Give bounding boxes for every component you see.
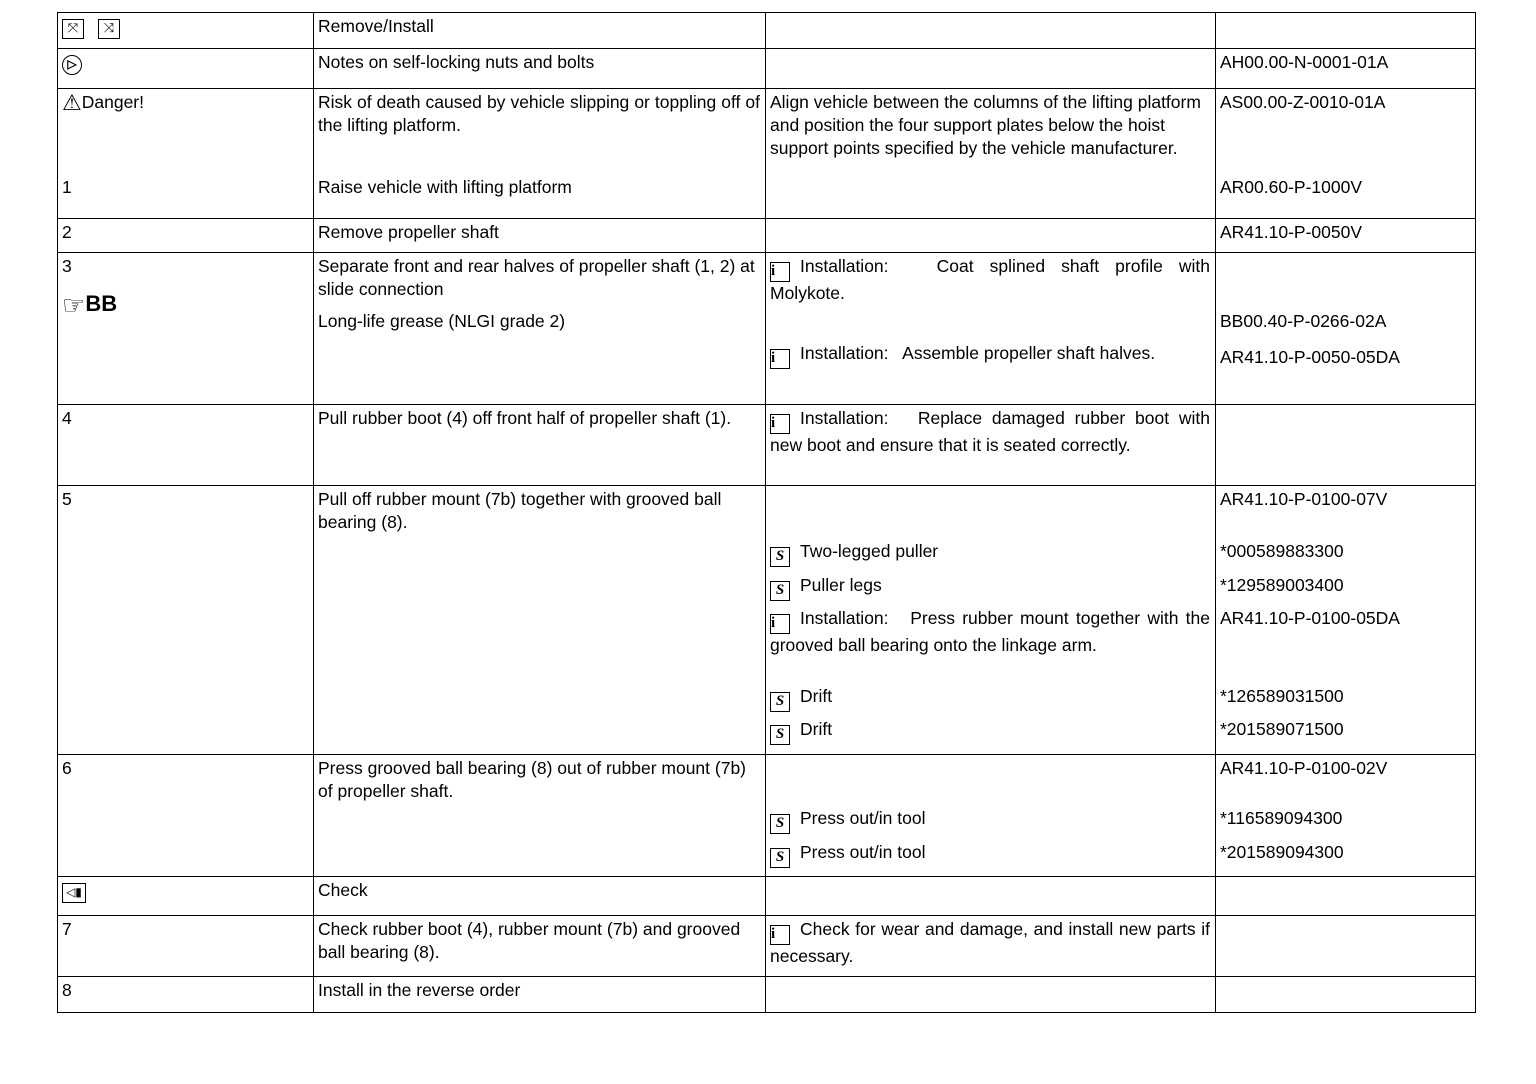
tool-name: Press out/in tool bbox=[800, 808, 926, 828]
cell-note bbox=[766, 89, 1216, 219]
cell-ref bbox=[1216, 916, 1476, 977]
tool-name: Drift bbox=[800, 719, 833, 739]
tool-name: Two-legged puller bbox=[800, 541, 939, 561]
cell-step bbox=[314, 253, 766, 405]
cell-number: 8 bbox=[58, 977, 314, 1013]
cell-ref bbox=[1216, 486, 1476, 755]
cell-icons bbox=[58, 877, 314, 916]
special-tool-icon: S bbox=[770, 692, 790, 712]
cell-note bbox=[766, 977, 1216, 1013]
pointing-hand-icon: ☞ bbox=[62, 290, 86, 320]
step-text: Raise vehicle with lifting platform bbox=[318, 177, 572, 197]
cell-icons bbox=[58, 89, 314, 219]
table-row bbox=[58, 89, 1476, 219]
remove-icon: ⤧ bbox=[62, 19, 84, 39]
ref-text: BB00.40-P-0266-02A bbox=[1220, 311, 1387, 331]
cell-note bbox=[766, 755, 1216, 877]
cell-ref bbox=[1216, 877, 1476, 916]
cell-note bbox=[766, 13, 1216, 49]
table-row bbox=[58, 877, 1476, 916]
table-row bbox=[58, 486, 1476, 755]
tool-number: *000589883300 bbox=[1220, 541, 1344, 561]
cell-step bbox=[314, 89, 766, 219]
note-text: Coat splined shaft profile with Molykote. bbox=[770, 256, 1210, 303]
cell-step: Pull off rubber mount (7b) together with grooved ball bearing (8). bbox=[314, 486, 766, 755]
tool-number: *116589094300 bbox=[1220, 808, 1343, 828]
cell-number: 5 bbox=[58, 486, 314, 755]
step-text: Long-life grease (NLGI grade 2) bbox=[318, 311, 566, 331]
tool-name: Drift bbox=[800, 686, 833, 706]
install-icon: ⤨ bbox=[98, 19, 120, 39]
table-row bbox=[58, 13, 1476, 49]
info-icon: i bbox=[770, 614, 790, 634]
procedure-table bbox=[57, 12, 1476, 1013]
cell-note bbox=[766, 49, 1216, 89]
cell-ref bbox=[1216, 253, 1476, 405]
cell-note bbox=[766, 877, 1216, 916]
danger-text: Risk of death caused by vehicle slipping or toppling off of the lifting platform. bbox=[318, 92, 760, 135]
cell-number: 4 bbox=[58, 405, 314, 486]
cell-note bbox=[766, 219, 1216, 253]
cell-step: Press grooved ball bearing (8) out of rubber mount (7b) of propeller shaft. bbox=[314, 755, 766, 877]
info-icon: i bbox=[770, 349, 790, 369]
table-row bbox=[58, 405, 1476, 486]
special-tool-icon: S bbox=[770, 848, 790, 868]
note-text: Align vehicle between the columns of the lifting platform and position the four support plates below the hoist support points specified by the vehicle manufacturer. bbox=[770, 92, 1201, 158]
ref-text: AR41.10-P-0050-05DA bbox=[1220, 347, 1400, 367]
special-tool-icon: S bbox=[770, 581, 790, 601]
table-row bbox=[58, 253, 1476, 405]
cell-ref: AR41.10-P-0050V bbox=[1216, 219, 1476, 253]
cell-note bbox=[766, 486, 1216, 755]
info-icon: i bbox=[770, 925, 790, 945]
cell-ref bbox=[1216, 405, 1476, 486]
ref-text: AS00.00-Z-0010-01A bbox=[1220, 92, 1386, 112]
tool-number: *201589094300 bbox=[1220, 842, 1344, 862]
table-row bbox=[58, 219, 1476, 253]
note-text: Press rubber mount together with the grooved ball bearing onto the linkage arm. bbox=[770, 608, 1210, 655]
cell-note bbox=[766, 253, 1216, 405]
cell-number: 6 bbox=[58, 755, 314, 877]
cell-ref bbox=[1216, 977, 1476, 1013]
cell-step: Notes on self-locking nuts and bolts bbox=[314, 49, 766, 89]
cell-note bbox=[766, 405, 1216, 486]
cell-step: Check rubber boot (4), rubber mount (7b) and grooved ball bearing (8). bbox=[314, 916, 766, 977]
table-row bbox=[58, 755, 1476, 877]
cell-note bbox=[766, 916, 1216, 977]
cell-ref bbox=[1216, 755, 1476, 877]
cell-ref bbox=[1216, 13, 1476, 49]
cell-number bbox=[58, 253, 314, 405]
cell-step: Pull rubber boot (4) off front half of propeller shaft (1). bbox=[314, 405, 766, 486]
cell-step: Remove propeller shaft bbox=[314, 219, 766, 253]
cell-number: 7 bbox=[58, 916, 314, 977]
ref-text: AR41.10-P-0100-05DA bbox=[1220, 608, 1400, 628]
table-row bbox=[58, 977, 1476, 1013]
installation-label: Installation: bbox=[800, 408, 889, 428]
ref-text: AR41.10-P-0100-02V bbox=[1220, 758, 1388, 778]
installation-label: Installation: bbox=[800, 343, 889, 363]
self-locking-nut-icon: ▷ bbox=[62, 55, 82, 75]
step-number: 1 bbox=[62, 177, 72, 197]
special-tool-icon: S bbox=[770, 814, 790, 834]
bb-label: BB bbox=[85, 291, 118, 316]
note-text: Check for wear and damage, and install new parts if necessary. bbox=[770, 919, 1210, 966]
cell-icons bbox=[58, 13, 314, 49]
step-number: 3 bbox=[62, 256, 72, 276]
tool-name: Press out/in tool bbox=[800, 842, 926, 862]
check-icon: ◁▮ bbox=[62, 883, 86, 903]
cell-ref bbox=[1216, 89, 1476, 219]
table-row bbox=[58, 49, 1476, 89]
note-text: Assemble propeller shaft halves. bbox=[902, 343, 1156, 363]
tool-number: *126589031500 bbox=[1220, 686, 1344, 706]
cell-step: Remove/Install bbox=[314, 13, 766, 49]
cell-ref: AH00.00-N-0001-01A bbox=[1216, 49, 1476, 89]
danger-label: Danger! bbox=[81, 92, 144, 112]
special-tool-icon: S bbox=[770, 725, 790, 745]
tool-number: *201589071500 bbox=[1220, 719, 1344, 739]
warning-triangle-icon: ⚠ bbox=[62, 90, 82, 115]
tool-number: *129589003400 bbox=[1220, 575, 1344, 595]
cell-icons bbox=[58, 49, 314, 89]
note-text: Replace damaged rubber boot with new boot and ensure that it is seated correctly. bbox=[770, 408, 1210, 455]
ref-text: AR41.10-P-0100-07V bbox=[1220, 489, 1388, 509]
installation-label: Installation: bbox=[800, 608, 889, 628]
info-icon: i bbox=[770, 262, 790, 282]
table-row bbox=[58, 916, 1476, 977]
special-tool-icon: S bbox=[770, 547, 790, 567]
info-icon: i bbox=[770, 414, 790, 434]
tool-name: Puller legs bbox=[800, 575, 882, 595]
cell-number: 2 bbox=[58, 219, 314, 253]
installation-label: Installation: bbox=[800, 256, 889, 276]
ref-text: AR00.60-P-1000V bbox=[1220, 177, 1363, 197]
cell-step: Install in the reverse order bbox=[314, 977, 766, 1013]
cell-step: Check bbox=[314, 877, 766, 916]
step-text: Separate front and rear halves of propeller shaft (1, 2) at slide connection bbox=[318, 256, 755, 299]
